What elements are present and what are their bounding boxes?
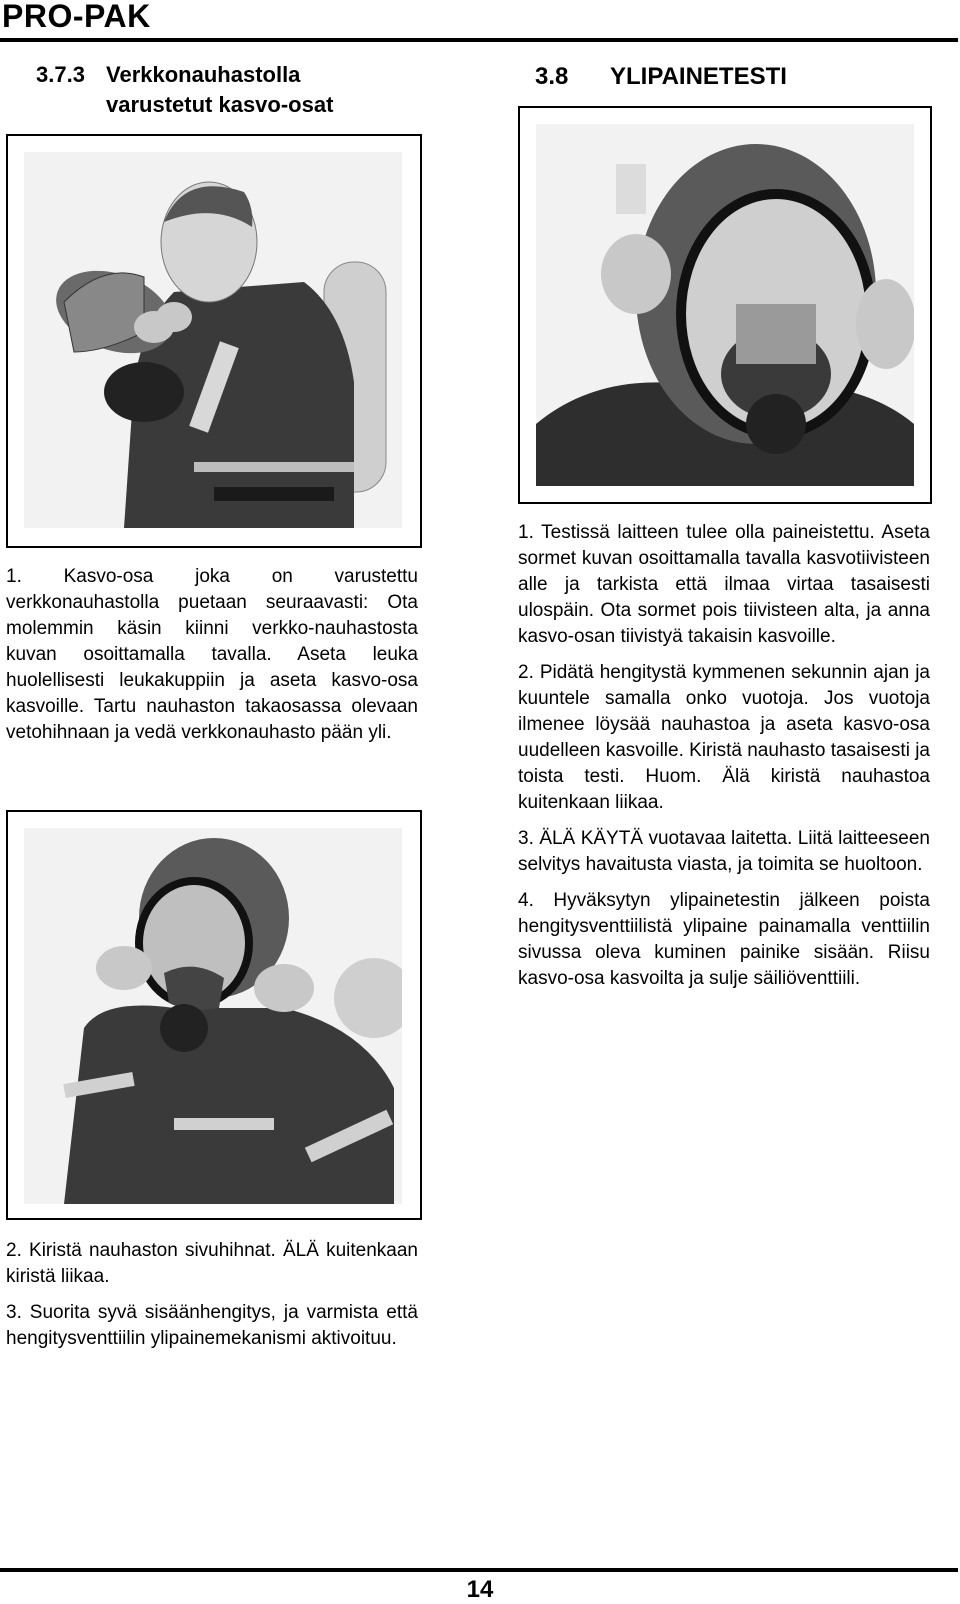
page-number: 14 — [466, 1576, 494, 1603]
figure-positive-pressure-test — [518, 106, 932, 504]
step-2-text: 2. Kiristä nauhaston sivuhihnat. ÄLÄ kuitenkaan kiristä liikaa. — [6, 1240, 418, 1287]
step-1-text: 1. Kasvo-osa joka on varustettu verkkonauhastolla puetaan seuraavasti: Ota molemmin käsin kiinni verkko-nauhastosta kuvan osoittamalla tavalla. Aseta leuka huolellisesti leukakuppiin ja aseta kasvo-osa kasvoille. Tartu nauhaston takaosassa olevaan vetohihnaan ja vedä verkkonauhasto pään yli. — [6, 566, 418, 743]
figure-photo — [24, 152, 402, 528]
brand-title: PRO-PAK — [2, 0, 151, 34]
section-heading-right — [535, 62, 787, 92]
section-number: 3.8 — [535, 63, 569, 90]
test-step-2-text: 2. Pidätä hengitystä kymmenen sekunnin ajan ja kuuntele samalla onko vuotoja. Jos vuotoja ilmenee löysää nauhastoa ja aseta kasvo-osa uudelleen kasvoille. Kiristä nauhasto tasaisesti ja toista testi. Huom. Älä kiristä nauhastoa kuitenkaan liikaa. — [518, 662, 930, 813]
test-step-1-text: 1. Testissä laitteen tulee olla paineistettu. Aseta sormet kuvan osoittamalla tavalla kasvotiivisteen alle ja tarkista että ilmaa virtaa tasaisesti ulospäin. Ota sormet pois tiivisteen alta, ja anna kasvo-osan tiivistyä takaisin kasvoille. — [518, 522, 930, 647]
test-step-3-text: 3. ÄLÄ KÄYTÄ vuotavaa laitetta. Liitä laitteeseen selvitys havaitusta viasta, ja toimita se huoltoon. — [518, 828, 930, 875]
figure-photo — [536, 124, 914, 486]
section-title: YLIPAINETESTI — [610, 63, 787, 90]
figure-mesh-harness — [6, 134, 422, 548]
section-title: Verkkonauhastolla varustetut kasvo-osat — [106, 62, 334, 117]
left-steps — [6, 1238, 418, 1362]
step-3-text: 3. Suorita syvä sisäänhengitys, ja varmista että hengitysventtiilin ylipainemekanismi aktivoituu. — [6, 1302, 418, 1349]
header-rule — [0, 38, 958, 42]
test-step-4-text: 4. Hyväksytyn ylipainetestin jälkeen poista hengitysventtiilistä ylipaine painamalla venttiilin sivussa oleva kuminen painike sisään. Riisu kasvo-osa kasvoilta ja sulje säiliöventtiili. — [518, 890, 930, 989]
figure-tighten-straps — [6, 810, 422, 1220]
footer-rule — [0, 1568, 958, 1572]
section-number: 3.7.3 — [36, 62, 85, 87]
section-heading-left — [36, 60, 386, 120]
figure-photo — [24, 828, 402, 1204]
right-steps — [518, 520, 930, 1002]
